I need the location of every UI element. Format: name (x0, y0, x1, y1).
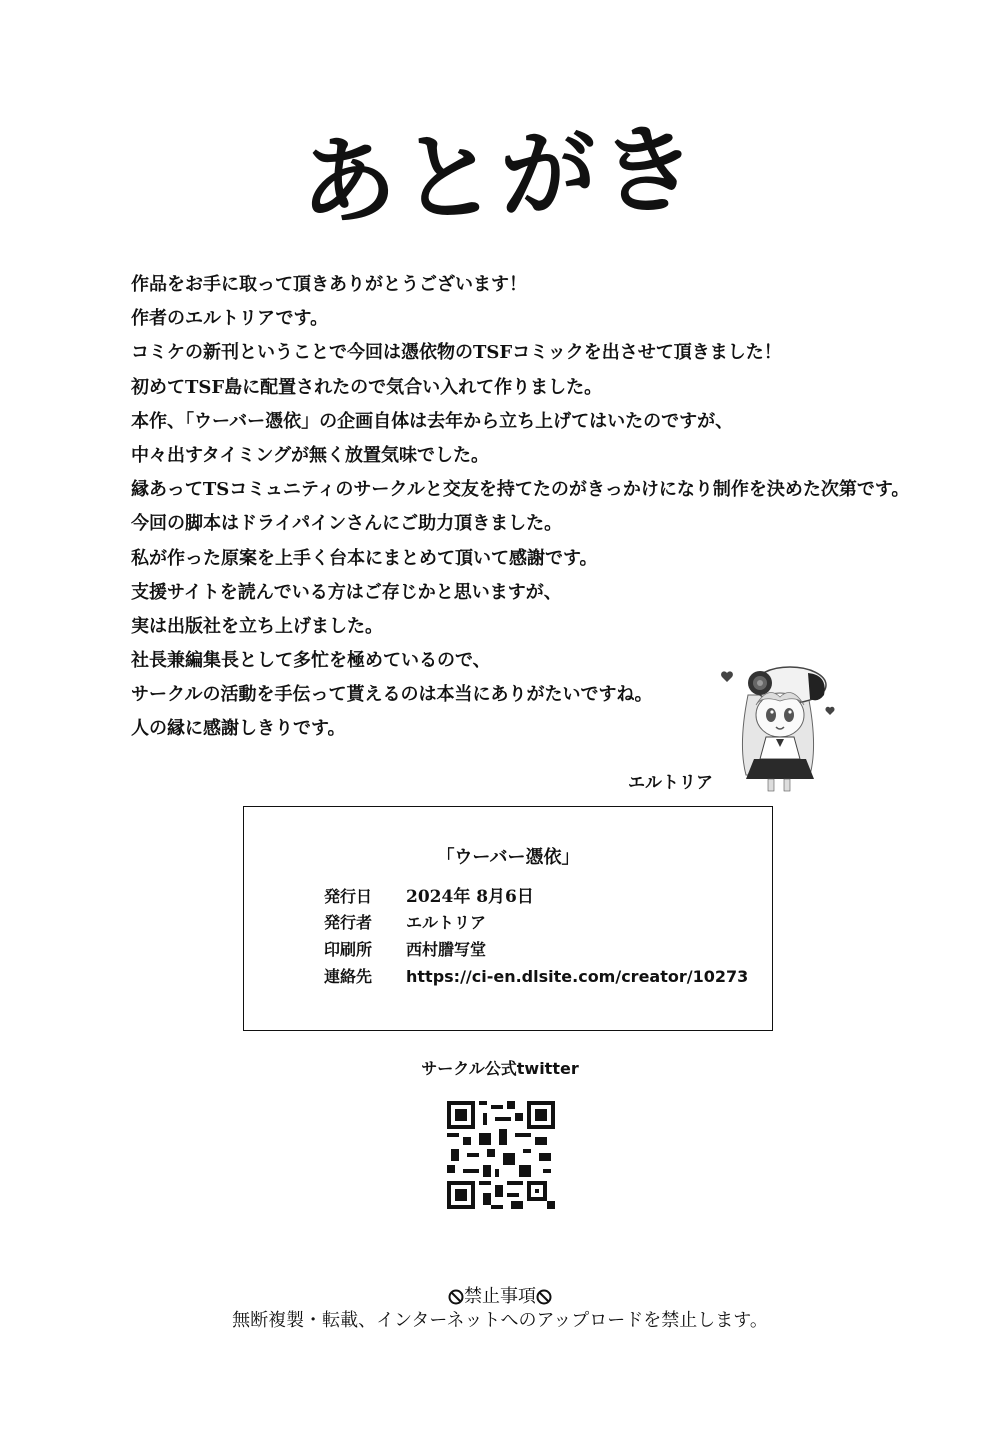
body-line: 支援サイトを読んでいる方はご存じかと思いますが、 (131, 581, 562, 603)
colophon-row-date (324, 884, 534, 910)
body-line: コミケの新刊ということで今回は憑依物のTSFコミックを出させて頂きました！ (131, 342, 782, 364)
colophon-key: 発行者 (324, 913, 373, 932)
body-line: 私が作った原案を上手く台本にまとめて頂いて感謝です。 (131, 547, 598, 569)
book-title: 「ウーバー憑依」 (436, 847, 580, 868)
page-title: あとがき (298, 112, 703, 239)
body-line: 作者のエルトリアです。 (131, 308, 329, 330)
prohibition-title (0, 1282, 1000, 1308)
colophon-key: 印刷所 (324, 940, 373, 959)
twitter-label: サークル公式twitter (421, 1059, 579, 1078)
body-line: 人の縁に感謝しきりです。 (131, 718, 346, 740)
no-entry-icon (536, 1289, 552, 1305)
colophon-row-publisher (324, 910, 486, 936)
body-line: 本作、「ウーバー憑依」の企画自体は去年から立ち上げてはいたのですが、 (131, 410, 734, 432)
chibi-character-illustration (718, 655, 838, 795)
colophon-box (243, 806, 773, 1031)
body-line: サークルの活動を手伝って貰えるのは本当にありがたいですね。 (131, 684, 653, 706)
body-line: 初めてTSF島に配置されたので気合い入れて作りました。 (131, 376, 603, 398)
prohibition-title-text: 禁止事項 (464, 1286, 536, 1307)
author-signature: エルトリア (628, 773, 713, 793)
colophon-value: 2024年 8月6日 (406, 887, 534, 907)
colophon-value: エルトリア (406, 913, 487, 932)
body-line: 中々出すタイミングが無く放置気味でした。 (131, 444, 490, 466)
colophon-row-contact (324, 964, 748, 990)
prohibition-text: 無断複製・転載、インターネットへのアップロードを禁止します。 (232, 1310, 768, 1331)
body-line: 実は出版社を立ち上げました。 (131, 615, 383, 637)
no-entry-icon (448, 1289, 464, 1305)
colophon-row-printer (324, 937, 486, 963)
body-line: 縁あってTSコミュニティのサークルと交友を持てたのがきっかけになり制作を決めた次第です。 (131, 479, 910, 501)
body-line: 今回の脚本はドライパインさんにご助力頂きました。 (131, 513, 563, 535)
contact-link[interactable]: https://ci-en.dlsite.com/creator/10273 (406, 967, 749, 986)
colophon-key: 発行日 (324, 887, 373, 906)
colophon-key: 連絡先 (324, 967, 373, 986)
body-line: 社長兼編集長として多忙を極めているので、 (131, 650, 491, 672)
qr-code[interactable] (447, 1101, 555, 1209)
body-line: 作品をお手に取って頂きありがとうございます！ (131, 274, 527, 295)
colophon-value: 西村謄写堂 (406, 940, 487, 959)
